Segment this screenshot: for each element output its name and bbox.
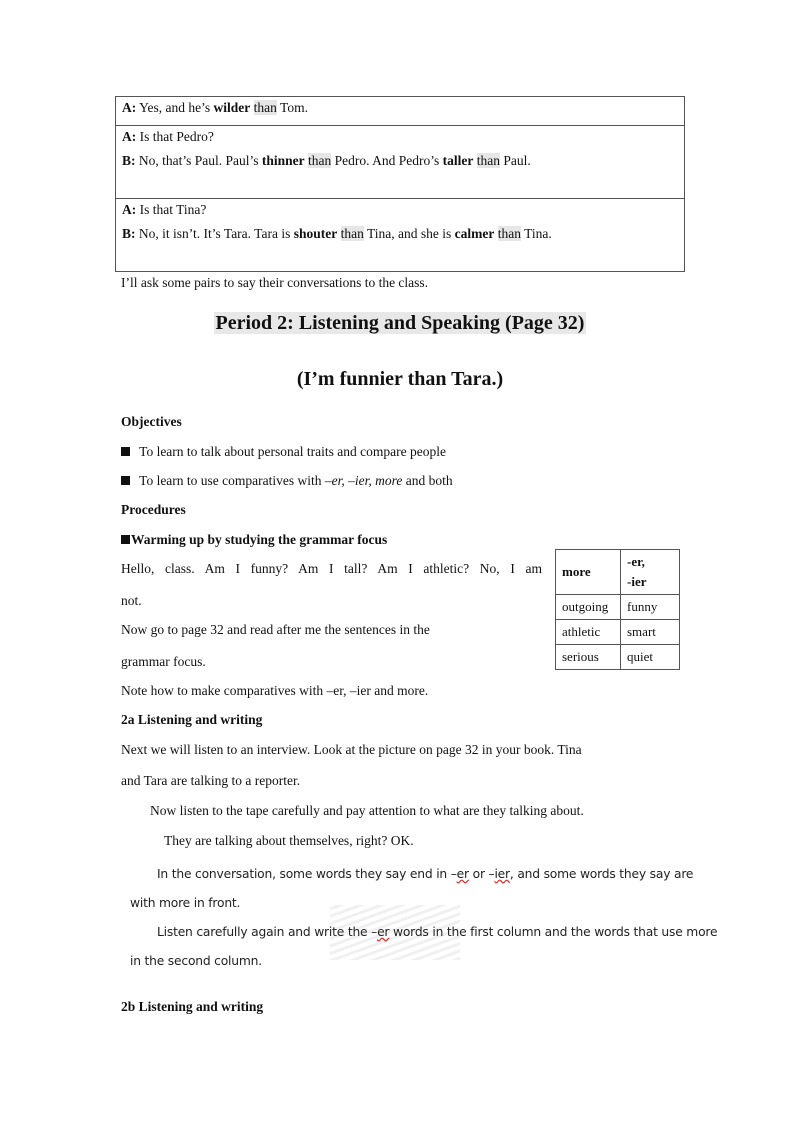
scanned-text: In the conversation, some words they say end in –: [157, 867, 457, 881]
table-cell: quiet: [621, 645, 680, 670]
table-cell: smart: [621, 620, 680, 645]
dialogue-cell: [116, 97, 685, 126]
dialogue-text: Is that Pedro?: [136, 129, 214, 144]
dialogue-text: Tina, and she is: [363, 226, 455, 241]
objective-italic-text: –er, –ier, more: [324, 473, 403, 488]
paragraph-line: Hello, class. Am I funny? Am I tall? Am I athletic? No, I am: [121, 561, 542, 576]
dialogue-row: [116, 97, 685, 126]
scanned-text: words in the first column and the words that use more: [389, 925, 718, 939]
square-bullet-icon: [121, 535, 130, 544]
table-row: [556, 620, 680, 645]
objectives-heading: Objectives: [121, 414, 182, 429]
dialogue-row: [116, 126, 685, 199]
table-row: [556, 595, 680, 620]
than-word: than: [476, 153, 501, 168]
comparative-word: taller: [442, 153, 474, 168]
section-2b-heading: 2b Listening and writing: [121, 999, 264, 1014]
speaker-label: A:: [122, 202, 137, 217]
comparative-word: thinner: [261, 153, 305, 168]
table-header-row: [556, 550, 680, 595]
scanned-line: in the second column.: [130, 954, 262, 968]
warmup-text: Warming up by studying the grammar focus: [131, 532, 388, 547]
paragraph-line: They are talking about themselves, right? OK.: [164, 833, 414, 848]
dialogue-text: No, it isn’t. It’s Tara. Tara is: [135, 226, 294, 241]
header-cell-more: more: [556, 550, 621, 595]
table-cell: outgoing: [556, 595, 621, 620]
dialogue-text: Paul.: [500, 153, 531, 168]
paragraph-line: Now go to page 32 and read after me the sentences in the: [121, 622, 430, 637]
comparative-word: calmer: [454, 226, 495, 241]
paragraph-line: Note how to make comparatives with –er, –ier and more.: [121, 683, 429, 698]
procedures-heading: Procedures: [121, 502, 186, 517]
scanned-underlined: er: [456, 867, 469, 881]
objective-item: [121, 473, 453, 489]
table-cell: serious: [556, 645, 621, 670]
period-title-text: Period 2: Listening and Speaking (Page 32): [215, 312, 585, 334]
speaker-label: A:: [122, 129, 137, 144]
scanned-line: with more in front.: [130, 896, 241, 910]
paragraph-line: not.: [121, 593, 142, 608]
paragraph-line: Next we will listen to an interview. Look at the picture on page 32 in your book. Tina: [121, 742, 582, 757]
objective-text: To learn to talk about personal traits and compare people: [139, 444, 446, 459]
speaker-label: B:: [122, 226, 136, 241]
scanned-text: , and some words they say are: [509, 867, 694, 881]
speaker-label: A:: [122, 100, 137, 115]
header-ier-line: -ier: [627, 574, 647, 589]
header-cell-er: [621, 550, 680, 595]
scanned-text: Listen carefully again and write the –: [157, 925, 378, 939]
than-word: than: [253, 100, 277, 115]
dialogue-text: Pedro. And Pedro’s: [331, 153, 443, 168]
dialogue-text: Tina.: [520, 226, 552, 241]
scanned-text: or –: [468, 867, 495, 881]
scanned-underlined: er: [377, 925, 390, 939]
table-row: [556, 645, 680, 670]
dialogue-table: [115, 96, 685, 272]
warmup-heading: [121, 532, 387, 548]
paragraph-line: and Tara are talking to a reporter.: [121, 773, 301, 788]
than-word: than: [308, 153, 332, 168]
objective-item: [121, 444, 446, 460]
faded-watermark: [330, 905, 460, 960]
dialogue-text: No, that’s Paul. Paul’s: [135, 153, 262, 168]
paragraph-line: grammar focus.: [121, 654, 206, 669]
speaker-label: B:: [122, 153, 136, 168]
section-2a-heading: 2a Listening and writing: [121, 712, 263, 727]
dialogue-row: [116, 199, 685, 272]
scanned-underlined: ier: [494, 867, 510, 881]
objective-text: and both: [402, 473, 453, 488]
comparative-word: shouter: [293, 226, 338, 241]
objective-text: To learn to use comparatives with: [139, 473, 325, 488]
dialogue-cell: [116, 126, 685, 199]
square-bullet-icon: [121, 447, 130, 456]
dialogue-cell: [116, 199, 685, 272]
than-word: than: [497, 226, 521, 241]
paragraph-line: Now listen to the tape carefully and pay attention to what are they talking about.: [150, 803, 584, 818]
lesson-subtitle: (I’m funnier than Tara.): [296, 368, 504, 390]
after-table-text: I’ll ask some pairs to say their conversations to the class.: [121, 275, 429, 290]
dialogue-text: Tom.: [276, 100, 308, 115]
dialogue-text: Yes, and he’s: [136, 100, 214, 115]
than-word: than: [340, 226, 364, 241]
period-title: [0, 312, 800, 335]
square-bullet-icon: [121, 476, 130, 485]
dialogue-text: Is that Tina?: [136, 202, 207, 217]
table-cell: athletic: [556, 620, 621, 645]
comparative-word: wilder: [213, 100, 251, 115]
scanned-line: [157, 867, 693, 881]
table-cell: funny: [621, 595, 680, 620]
header-er-line: -er,: [627, 554, 645, 569]
comparatives-table: [555, 549, 680, 670]
